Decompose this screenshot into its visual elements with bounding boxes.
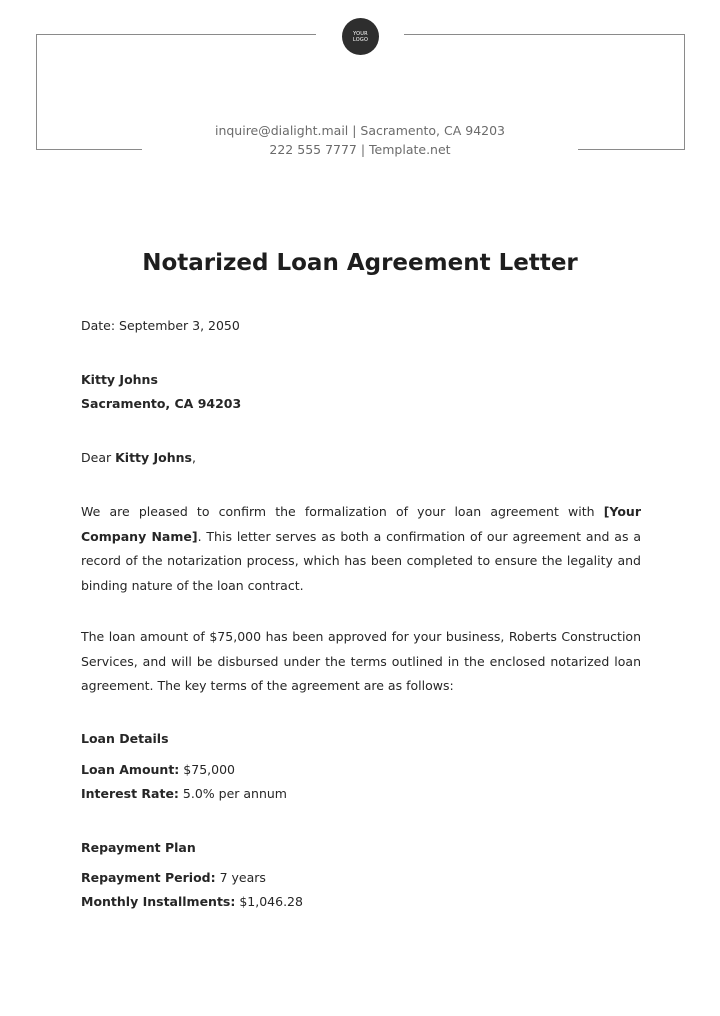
repayment-period-label: Repayment Period: [81, 870, 216, 885]
header-frame-top-right [404, 34, 684, 35]
repayment-period-value: 7 years [215, 870, 266, 885]
salutation [81, 446, 641, 471]
contact-line-1: inquire@dialight.mail | Sacramento, CA 94203 [214, 123, 506, 138]
paragraph-1-before: We are pleased to confirm the formalization of your loan agreement with [81, 504, 604, 519]
loan-amount-label: Loan Amount: [81, 762, 180, 777]
repayment-period-row [81, 866, 641, 891]
logo-line-1: YOUR [353, 30, 368, 37]
monthly-installments-row [81, 890, 641, 915]
loan-amount-value: $75,000 [179, 762, 235, 777]
interest-rate-value: 5.0% per annum [178, 786, 287, 801]
salutation-name: Kitty Johns [115, 450, 192, 465]
logo-line-2: LOGO [352, 36, 369, 43]
paragraph-confirmation [81, 500, 641, 598]
letter-date: Date: September 3, 2050 [81, 318, 240, 333]
interest-rate-label: Interest Rate: [81, 786, 179, 801]
recipient-address: Sacramento, CA 94203 [81, 396, 242, 411]
company-logo [342, 18, 379, 55]
company-name-placeholder: [Your Company Name] [81, 504, 641, 544]
monthly-installments-value: $1,046.28 [235, 894, 303, 909]
monthly-installments-label: Monthly Installments: [81, 894, 236, 909]
paragraph-loan-amount: The loan amount of $75,000 has been approved for your business, Roberts Construction Services, and will be disbursed under the terms outlined in the enclosed notarized loan agreement. The key terms of the agreement are as follows: [81, 629, 641, 693]
repayment-plan-heading: Repayment Plan [81, 840, 196, 855]
letter-title: Notarized Loan Agreement Letter [142, 250, 578, 276]
interest-rate-row [81, 782, 641, 807]
header-frame-top-left [36, 34, 316, 35]
salutation-prefix: Dear [81, 450, 116, 465]
salutation-suffix: , [192, 450, 196, 465]
contact-line-2: 222 555 7777 | Template.net [269, 142, 451, 157]
paragraph-1-after: . This letter serves as both a confirmation of our agreement and as a record of the notarization process, which has been completed to ensure the legality and binding nature of the loan contract. [81, 528, 641, 593]
loan-details-heading: Loan Details [81, 731, 169, 746]
loan-amount-row [81, 758, 641, 783]
recipient-name: Kitty Johns [81, 372, 158, 387]
